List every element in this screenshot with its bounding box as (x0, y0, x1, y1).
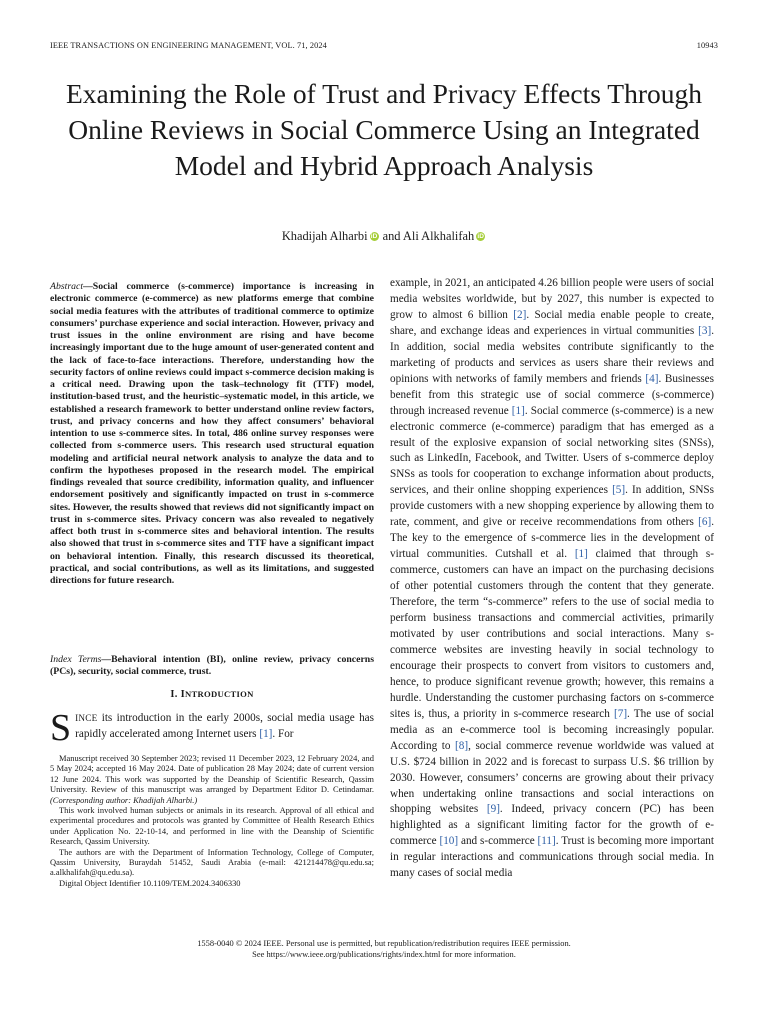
citation-link[interactable]: [3] (698, 324, 712, 337)
index-terms (50, 654, 374, 679)
body-text: . Social media enable people to create, share, and exchange ideas and experiences in virtual communities (390, 308, 714, 337)
body-text: example, in 2021, an anticipated 4.26 billion people were users of social media websites worldwide, but by 2027, this number is expected to grow to almost 6 billion (390, 277, 714, 321)
body-text: , social commerce revenue worldwide was valued at U.S. $724 billion in 2022 and is forecast to surpass U.S. $6 trillion by 2030. However, consumers’ concerns are growing about their privacy when undertaking online transactions and social interactions on shopping websites (390, 739, 715, 816)
citation-link[interactable]: [6] (698, 516, 712, 529)
index-terms-dash: — (101, 654, 112, 665)
footnote-ethics: This work involved human subjects or animals in its research. Approval of all ethical and experimental procedures and protocols was granted by Committee of Health Research Ethics under Application No. 22-10-14, and performed in line with the Deanship of Scientific Research, Qassim University. (50, 805, 374, 847)
section-numeral: I. (170, 689, 178, 700)
intro-paragraph (50, 707, 374, 749)
citation-link[interactable]: [8] (455, 739, 469, 752)
abstract-label: Abstract (50, 281, 84, 292)
author-name: Ali Alkhalifah (402, 229, 475, 243)
corresponding-author: (Corresponding author: Khadijah Alharbi.) (50, 794, 198, 805)
citation-link[interactable]: [1] (574, 548, 588, 561)
body-text: . Trust is becoming more important in regular interactions and communications through social media. In many cases of social media (390, 835, 714, 880)
page-number: 10943 (696, 41, 718, 50)
footnote-manuscript (50, 753, 374, 805)
citation-link[interactable]: [9] (486, 803, 500, 816)
citation-link[interactable]: [1] (511, 404, 525, 417)
author-line (40, 229, 728, 243)
section-title-initial: I (180, 689, 185, 700)
paper-title: Examining the Role of Trust and Privacy Effects Through Online Reviews in Social Commerce Using an Integrated Model and Hybrid Approach Analysis (66, 78, 702, 181)
intro-text: its introduction in the early 2000s, social media usage has rapidly accelerated among Internet users (75, 712, 374, 740)
right-column-text (390, 276, 714, 882)
orcid-icon[interactable]: iD (370, 233, 378, 240)
abstract-dash: — (83, 281, 93, 292)
body-text: . Social commerce (s-commerce) is a new electronic commerce (e-commerce) paradigm that has emerged as a result of the explosive expansion of social networking sites (SNSs), such as LinkedIn, Facebook, and Twitter. Users of s-commerce deploy SNSs as tools for cooperation to exchange information about products, services, and their online shopping experiences (390, 404, 715, 497)
abstract-body: Social commerce (s-commerce) importance is increasing in electronic commerce (e-commerce) as new platforms emerge that combine social media features with the attributes of traditional commerce to optimize consumers’ purchase experience and social interaction. However, privacy and trust issues in the online environment are rising and have become increasingly important due to the huge amount of user-generated content and the lack of face-to-face interactions. Therefore, understanding how the security factors of online reviews could impact s-commerce decision making is a critical need. Drawing upon the task–technology fit (TTF) model, institution-based trust, and the heuristic–systematic model, in this article, we established a research framework to better understand online review factors, trust, and privacy concerns and how they affect consumers’ behavioral intention to use s-commerce sites. In total, 486 online survey responses were collected from s-commerce users. This research used structural equation modeling and artificial neural network analysis to analyze the data and to confirm the hypotheses proposed in the research model. The empirical findings revealed that source credibility, information quality, and influencer endorsement positively and significantly impacted on trust in s-commerce sites. However, the results showed that reviews did not significantly impact on trust in s-commerce sites. Privacy concern was also revealed to negatively affect both trust in s-commerce sites and behavioral intention. The results also showed that trust in s-commerce sites and TTF have a significant impact on behavioral intention. Finally, this research discussed its theoretical, practical, and social contributions, as well as its limitations, and suggested directions for future research. (50, 281, 374, 586)
citation-link[interactable]: [10] (439, 835, 459, 848)
body-text: . In addition, social media websites contribute significantly to the marketing of products and services as users share their reviews and opinions with networks of family members and friends (390, 324, 714, 385)
footnotes (50, 753, 374, 888)
body-text: . The key to the emergence of s-commerce lies in the development of virtual communities. Cutshall et al. (390, 516, 714, 561)
permissions-line: See https://www.ieee.org/publications/rights/index.html for more information. (252, 948, 516, 959)
body-text: . Businesses benefit from this strategic use of social commerce (s-commerce) through increased revenue (390, 372, 714, 417)
citation-link[interactable]: [7] (614, 707, 628, 720)
citation-link[interactable]: [2] (513, 308, 527, 321)
citation-link[interactable]: [4] (645, 372, 659, 385)
index-terms-body: Behavioral intention (BI), online review, privacy concerns (PCs), security, social commerce, trust. (50, 654, 374, 678)
orcid-icon[interactable]: iD (477, 233, 484, 240)
copyright-notice (50, 938, 718, 959)
footnote-affiliation: The authors are with the Department of Information Technology, College of Computer, Qassim University, Buraydah 51452, Saudi Arabia (e-mail: 421214478@qu.edu.sa; a.alkhalifah@qu.edu.sa). (50, 846, 374, 878)
abstract (50, 281, 374, 587)
citation-link[interactable]: [11] (537, 835, 556, 848)
body-text: . In addition, SNSs provide customers with a new shopping experience by allowing them to rate, comment, and give or receive recommendations from others (390, 484, 714, 529)
drop-cap: S (50, 707, 72, 749)
footnote-doi: Digital Object Identifier 10.1109/TEM.2024.3406330 (59, 877, 241, 888)
body-text: claimed that through s-commerce, customers can have an impact on the purchasing decisions of other potential customers through the content that they generate. Therefore, the term “s-commerce” refers to the use of social media to perform business transactions and commercial activities, primarily motivated by user contributions and social interactions. Many s-commerce websites are investing heavily in social technology to encourage their prospects to convert from visitors to customers and, hence, to produce significant revenue growth; however, this remains a hurdle. Understanding the customer purchasing factors on s-commerce sites is, thus, a priority in s-commerce research (390, 548, 714, 720)
body-text: and s-commerce (458, 835, 538, 848)
author-name: Khadijah Alharbi (281, 229, 368, 243)
citation-link[interactable]: [1] (259, 727, 273, 740)
body-text: . Indeed, privacy concern (PC) has been highlighted as a significant limiting factor for the growth of e-commerce (390, 803, 714, 848)
section-title-rest: NTRODUCTION (184, 689, 254, 699)
citation-link[interactable]: [5] (612, 484, 626, 497)
intro-text-end: . For (272, 727, 294, 740)
running-head (50, 41, 718, 53)
journal-name: IEEE TRANSACTIONS ON ENGINEERING MANAGEMENT, VOL. 71, 2024 (50, 41, 327, 50)
index-terms-label: Index Terms (50, 654, 102, 665)
body-text: . The use of social media as an e-commerce tool is becoming increasingly popular. According to (390, 707, 714, 752)
copyright-line: 1558-0040 © 2024 IEEE. Personal use is permitted, but republication/redistribution requires IEEE permission. (197, 938, 571, 948)
intro-smallcaps: INCE (75, 713, 98, 723)
footnote-manuscript-text: Manuscript received 30 September 2023; revised 11 December 2023, 12 February 2024, and 5 May 2024; accepted 16 May 2024. Date of publication 28 May 2024; date of current version 12 June 2024. This work was supported by the Deanship of Scientific Research, Qassim University. Review of this manuscript was arranged by Department Editor D. Cetindamar. (50, 753, 374, 795)
author-joiner: and (379, 229, 403, 243)
section-heading (50, 688, 374, 701)
